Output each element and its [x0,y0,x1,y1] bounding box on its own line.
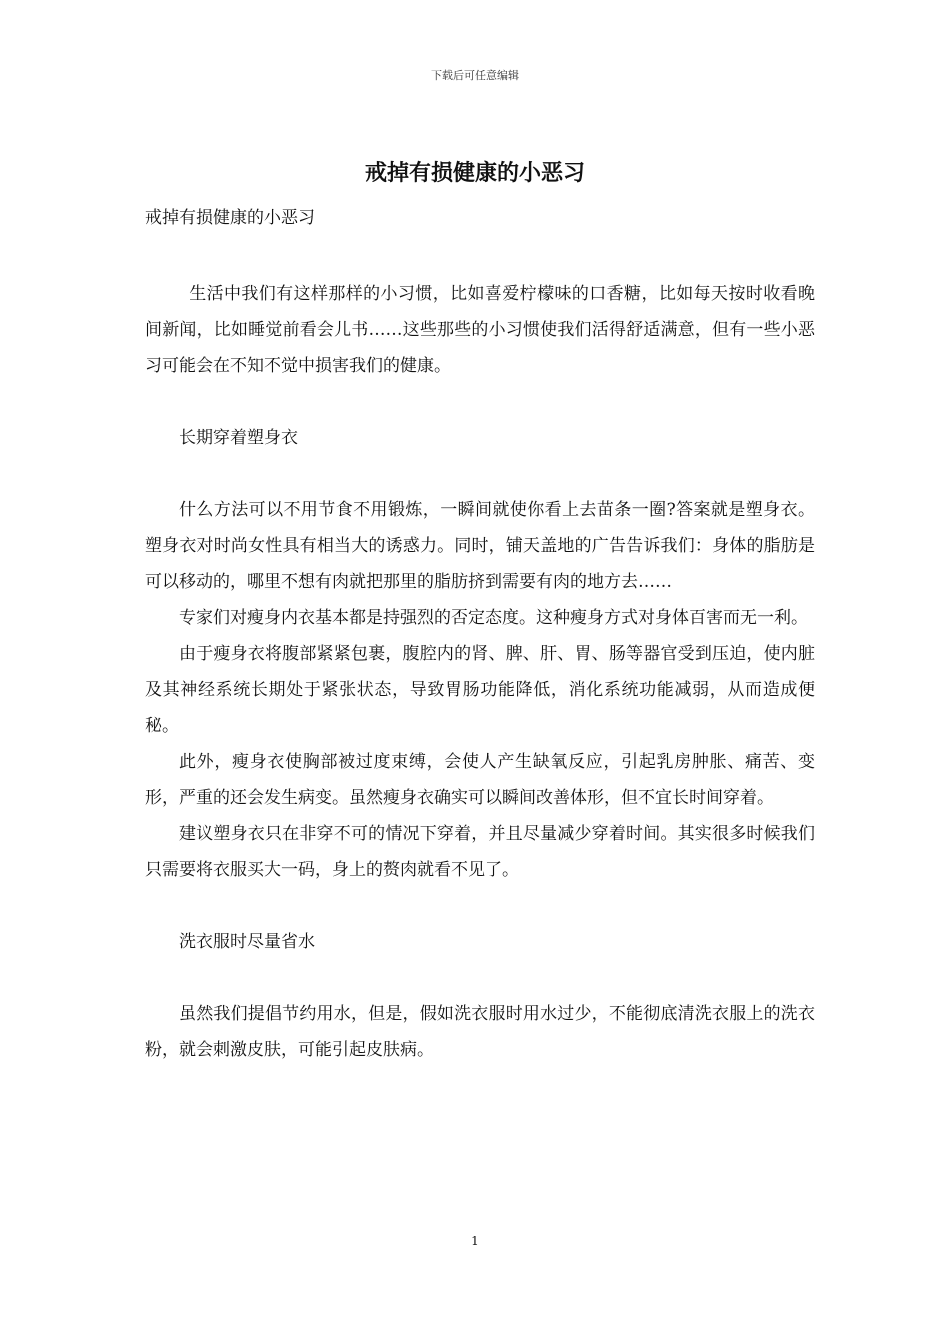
intro-paragraph: 生活中我们有这样那样的小习惯，比如喜爱柠檬味的口香糖，比如每天按时收看晚间新闻，比如睡觉前看会儿书……这些那些的小习惯使我们活得舒适满意，但有一些小恶习可能会在不知不觉中损害我们的健康。 [145,284,815,376]
body-paragraph: 此外，瘦身衣使胸部被过度束缚，会使人产生缺氧反应，引起乳房肿胀、痛苦、变形，严重的还会发生病变。虽然瘦身衣确实可以瞬间改善体形，但不宜长时间穿着。 [145,752,815,808]
body-paragraph: 由于瘦身衣将腹部紧紧包裹，腹腔内的肾、脾、肝、胃、肠等器官受到压迫，使内脏及其神经系统长期处于紧张状态，导致胃肠功能降低，消化系统功能减弱，从而造成便秘。 [145,644,815,736]
section-heading: 长期穿着塑身衣 [179,428,298,448]
document-title: 戒掉有损健康的小恶习 [364,160,585,186]
body-paragraph: 虽然我们提倡节约用水，但是，假如洗衣服时用水过少，不能彻底清洗衣服上的洗衣粉，就会刺激皮肤，可能引起皮肤病。 [145,1004,815,1060]
page-number: 1 [471,1234,479,1248]
document-subtitle: 戒掉有损健康的小恶习 [145,208,315,228]
body-paragraph: 建议塑身衣只在非穿不可的情况下穿着，并且尽量减少穿着时间。其实很多时候我们只需要将衣服买大一码，身上的赘肉就看不见了。 [145,824,815,880]
section-heading: 洗衣服时尽量省水 [179,932,315,952]
body-paragraph: 专家们对瘦身内衣基本都是持强烈的否定态度。这种瘦身方式对身体百害而无一利。 [179,608,808,628]
header-note: 下载后可任意编辑 [431,69,519,82]
body-paragraph: 什么方法可以不用节食不用锻炼，一瞬间就使你看上去苗条一圈?答案就是塑身衣。塑身衣对时尚女性具有相当大的诱惑力。同时，铺天盖地的广告告诉我们：身体的脂肪是可以移动的，哪里不想有肉就把那里的脂肪挤到需要有肉的地方去…… [145,500,815,592]
document-body [145,200,815,1068]
